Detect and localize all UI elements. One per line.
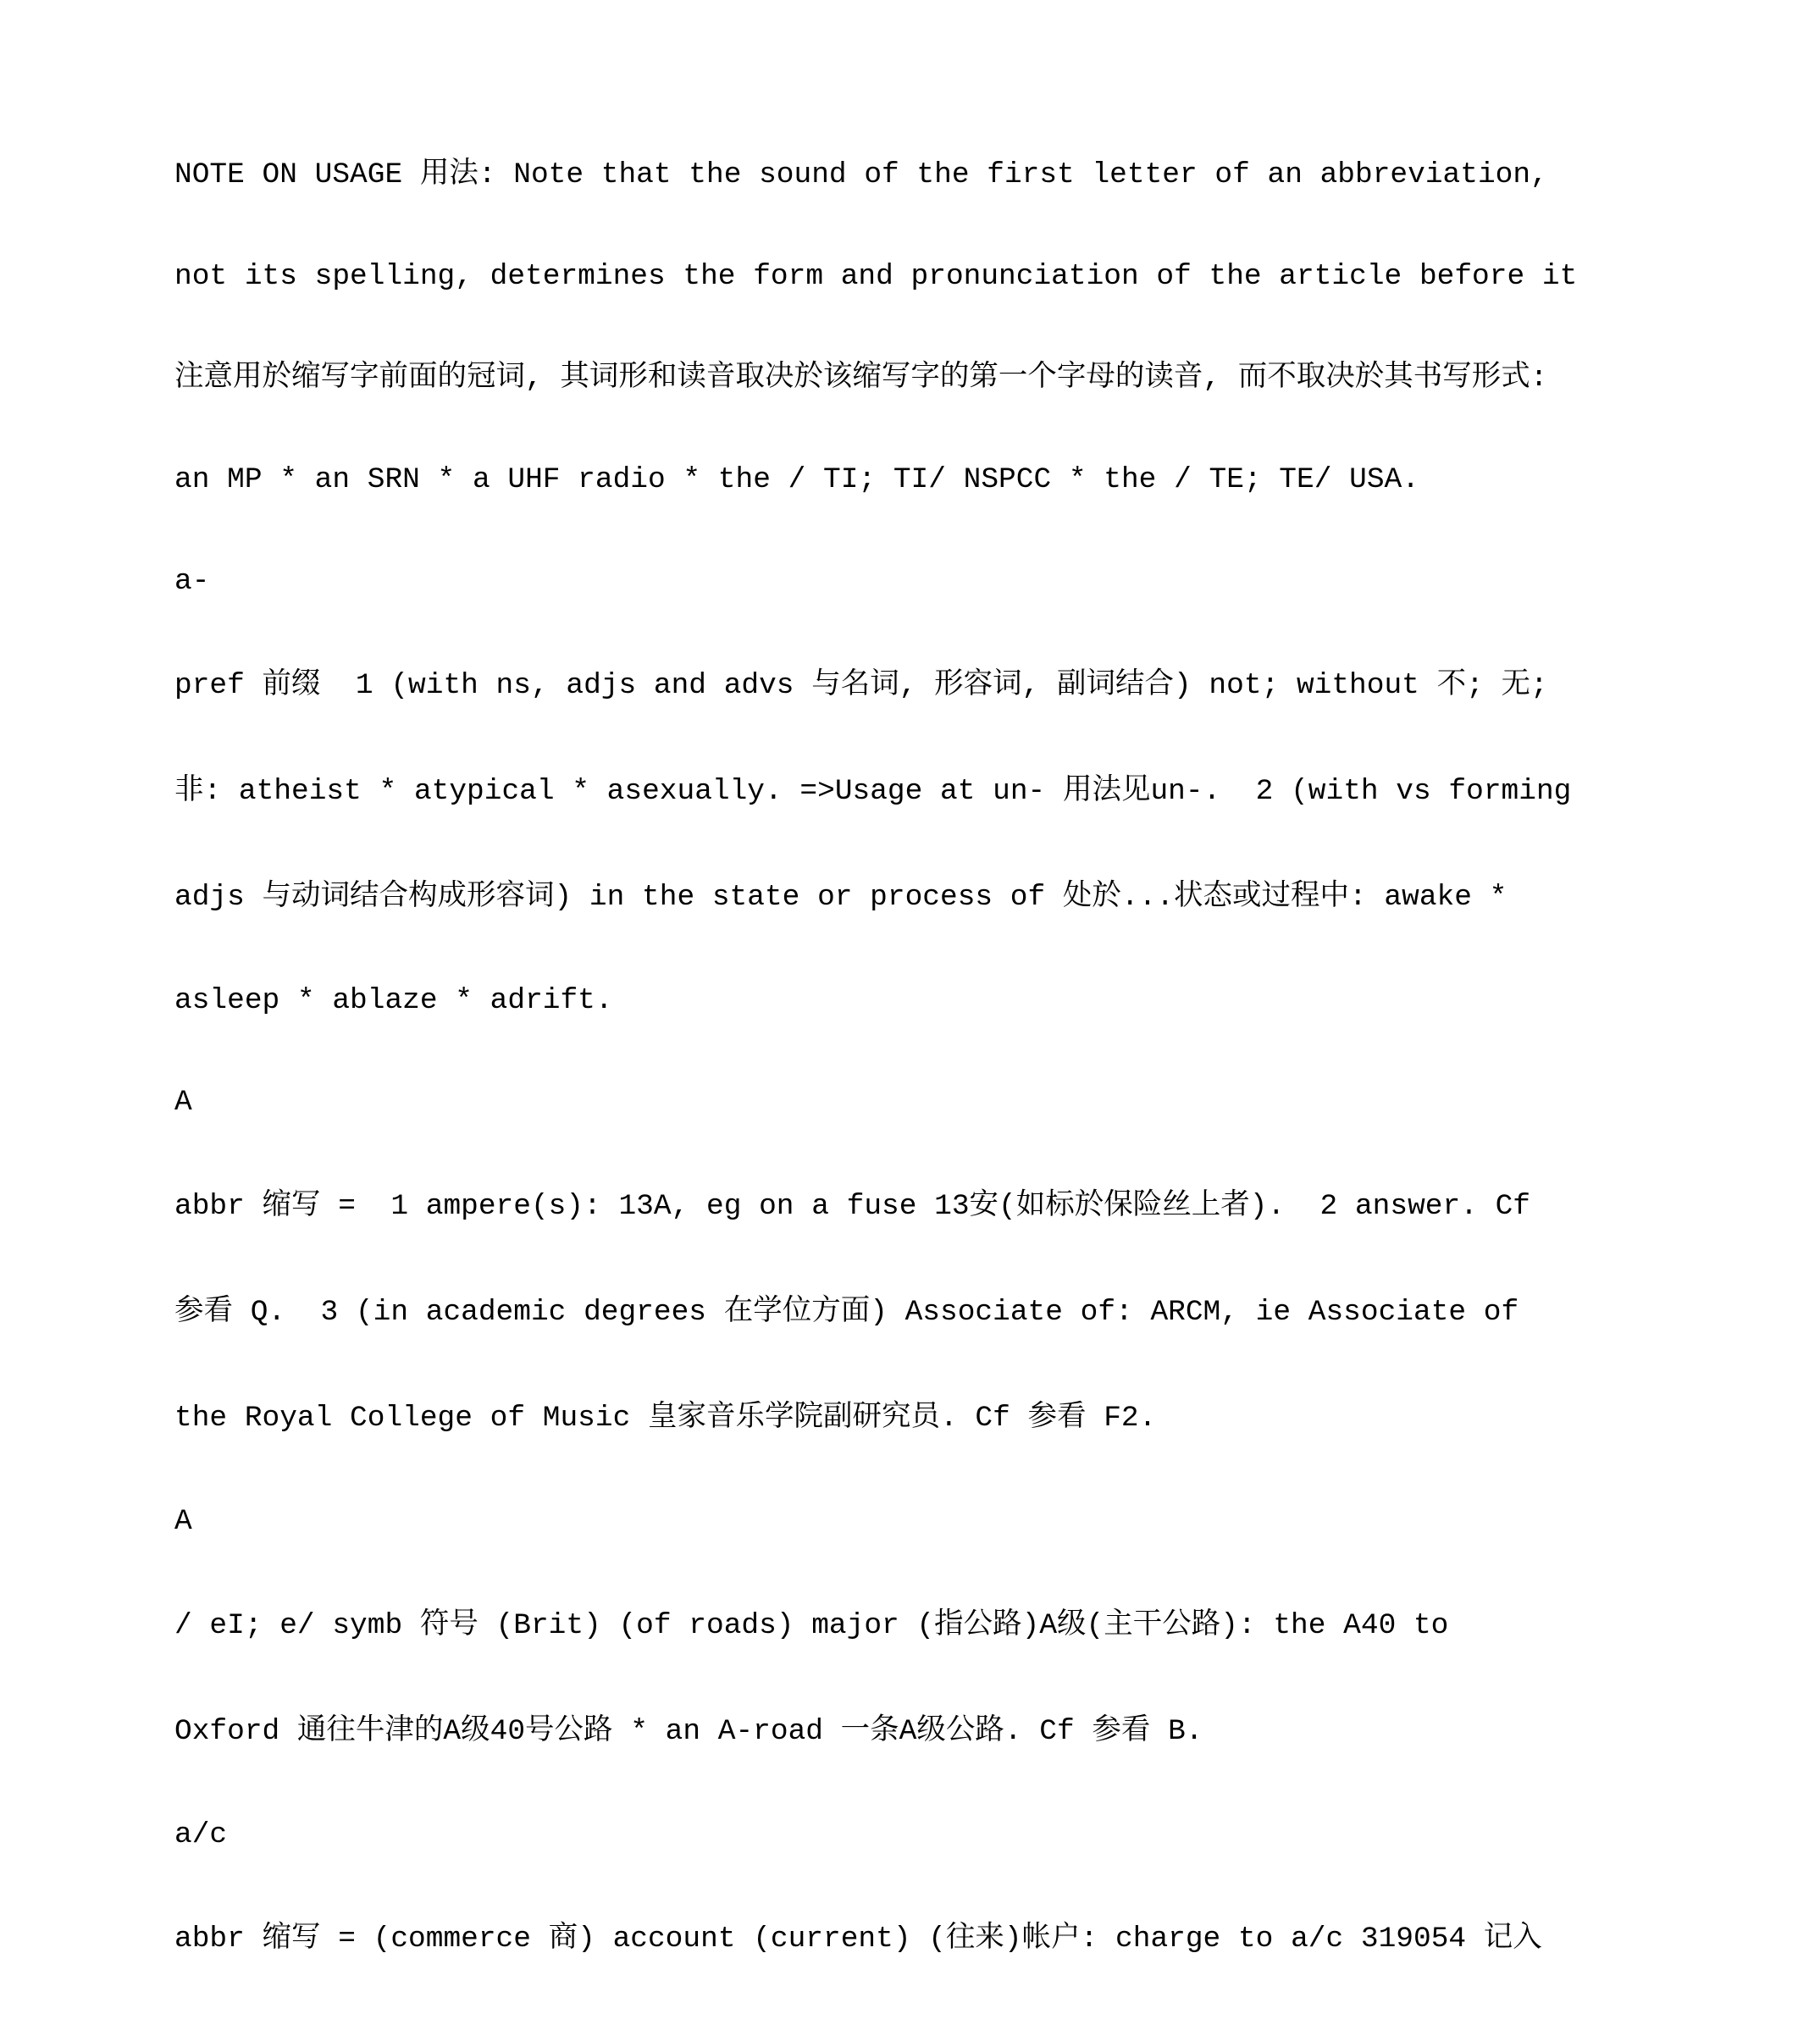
text-line: 注意用於缩写字前面的冠词, 其词形和读音取决於该缩写字的第一个字母的读音, 而不取决於其书写形式: xyxy=(174,362,1548,395)
headword: a/c xyxy=(174,1818,228,1851)
headword: A xyxy=(174,1505,192,1538)
headword: a- xyxy=(174,565,210,598)
text-line: an MP * an SRN * a UHF radio * the / TI; TI/ NSPCC * the / TE; TE/ USA. xyxy=(174,463,1419,496)
text-line: pref 前缀 1 (with ns, adjs and advs 与名词, 形容词, 副词结合) not; without 不; 无; xyxy=(174,669,1548,702)
headword: A xyxy=(174,1086,192,1119)
text-line: 非: atheist * atypical * asexually. =>Usage at un- 用法见un-. 2 (with vs forming xyxy=(174,775,1572,808)
dictionary-text xyxy=(174,91,1784,2025)
text-line: not its spelling, determines the form and pronunciation of the article before it xyxy=(174,260,1578,293)
text-line: abbr 缩写 = 1 ampere(s): 13A, eg on a fuse 13安(如标於保险丝上者). 2 answer. Cf xyxy=(174,1190,1530,1223)
text-line: abbr 缩写 = (commerce 商) account (current) (往来)帐户: charge to a/c 319054 记入 xyxy=(174,1923,1542,1956)
text-line: / eI; e/ symb 符号 (Brit) (of roads) major (指公路)A级(主干公路): the A40 to xyxy=(174,1609,1449,1642)
text-line: adjs 与动词结合构成形容词) in the state or process of 处於...状态或过程中: awake * xyxy=(174,881,1507,914)
text-line: 参看 Q. 3 (in academic degrees 在学位方面) Associate of: ARCM, ie Associate of xyxy=(174,1296,1519,1329)
text-line: Oxford 通往牛津的A级40号公路 * an A-road 一条A级公路. Cf 参看 B. xyxy=(174,1715,1203,1748)
text-line: the Royal College of Music 皇家音乐学院副研究员. Cf 参看 F2. xyxy=(174,1402,1157,1435)
text-line: asleep * ablaze * adrift. xyxy=(174,984,613,1017)
text-line: NOTE ON USAGE 用法: Note that the sound of the first letter of an abbreviation, xyxy=(174,158,1548,191)
